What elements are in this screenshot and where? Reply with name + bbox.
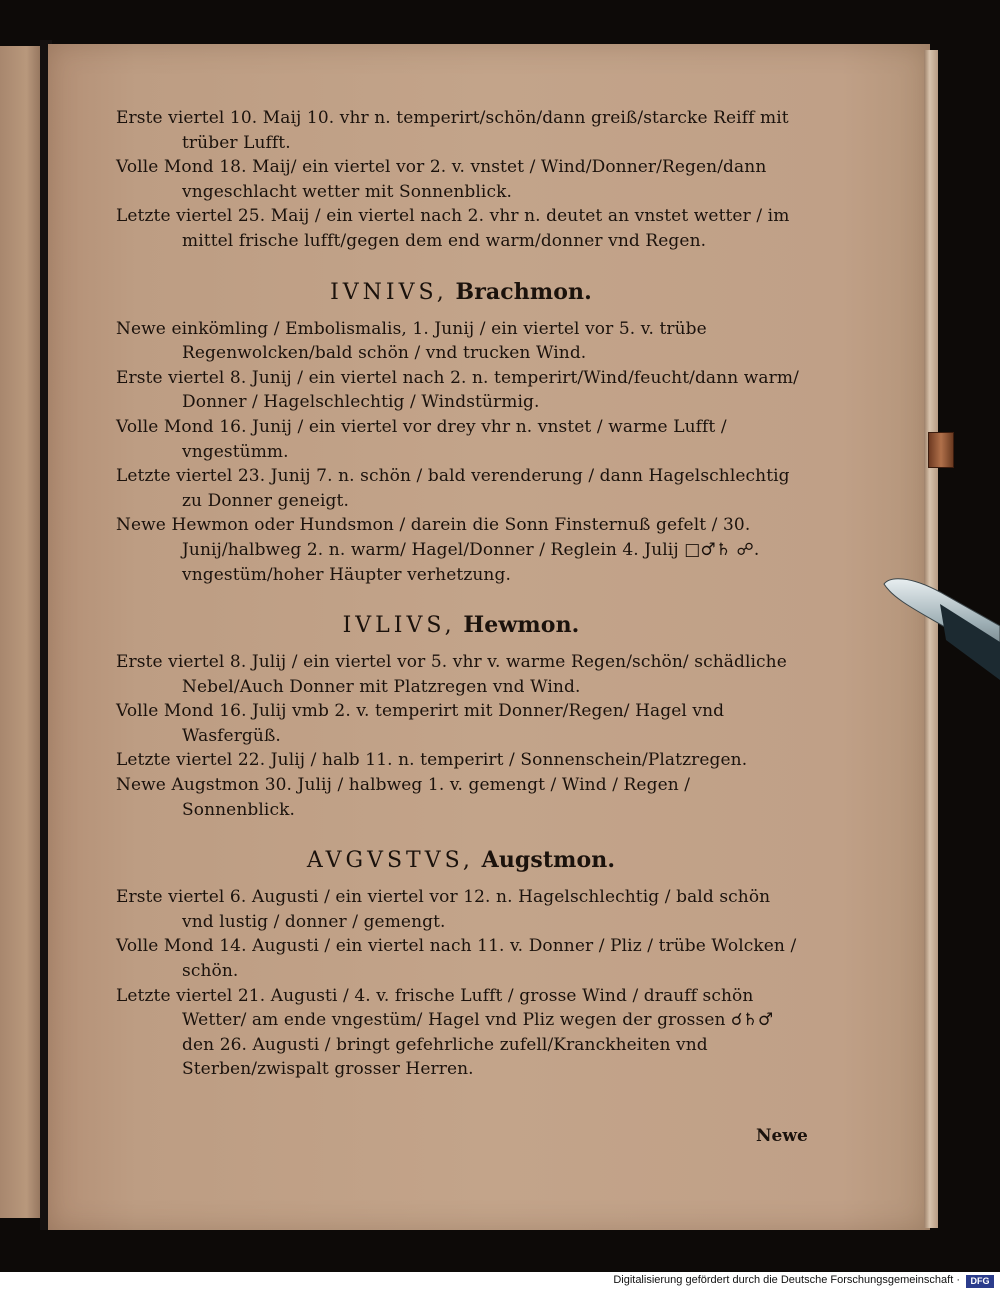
augustus-entry-3: Letzte viertel 21. Augusti / 4. v. frische Lufft / grosse Wind / drauff schön Wetter/ am ende vngestüm/ Hagel vnd Pliz wegen der grossen ☌♄♂ den 26. Augusti / bringt gefehrliche zufell/Kranckheiten vnd Sterben/zwispalt grosser Herren. xyxy=(116,985,774,1080)
julius-entry-3: Letzte viertel 22. Julij / halb 11. n. temperirt / Sonnenschein/Platzregen. xyxy=(116,750,748,771)
month-german: Hewmon. xyxy=(463,612,580,639)
dfg-logo: DFG xyxy=(966,1275,994,1288)
catchword: Newe xyxy=(756,1126,808,1146)
julius-entry-1: Erste viertel 8. Julij / ein viertel vor 5. vhr v. warme Regen/schön/ schädliche Nebel/Auch Donner mit Platzregen vnd Wind. xyxy=(116,652,787,697)
page-text xyxy=(116,106,806,1082)
may-entry-2: Volle Mond 18. Maij/ ein viertel vor 2. v. vnstet / Wind/Donner/Regen/dann vngeschlacht wetter mit Sonnenblick. xyxy=(116,157,767,202)
month-heading-junius xyxy=(116,278,806,307)
month-latin: IVLIVS, xyxy=(342,613,456,639)
may-entry-3: Letzte viertel 25. Maij / ein viertel nach 2. vhr n. deutet an vnstet wetter / im mittel frische lufft/gegen dem end warm/donner vnd Regen. xyxy=(116,206,790,251)
facing-page-edge xyxy=(0,46,44,1218)
junius-entry-1: Newe einkömling / Embolismalis, 1. Junij / ein viertel vor 5. v. trübe Regenwolcken/bald schön / vnd trucken Wind. xyxy=(116,318,707,364)
augustus-entry-2: Volle Mond 14. Augusti / ein viertel nach 11. v. Donner / Pliz / trübe Wolcken / schön. xyxy=(116,936,797,982)
month-heading-augustus xyxy=(116,846,806,875)
month-german: Brachmon. xyxy=(455,278,592,305)
month-latin: IVNIVS, xyxy=(330,279,448,305)
month-german: Augstmon. xyxy=(481,847,616,874)
junius-entry-2: Erste viertel 8. Junij / ein viertel nach 2. n. temperirt/Wind/feucht/dann warm/ Donner / Hagelschlechtig / Windstürmig. xyxy=(116,367,799,413)
augustus-entry-1: Erste viertel 6. Augusti / ein viertel vor 12. n. Hagelschlechtig / bald schön vnd lustig / donner / gemengt. xyxy=(116,887,771,932)
junius-entry-5: Newe Hewmon oder Hundsmon / darein die Sonn Finsternuß gefelt / 30. Junij/halbweg 2. n. warm/ Hagel/Donner / Reglein 4. Julij □♂♄ ☍. vngestüm/hoher Häupter verhetzung. xyxy=(116,515,760,585)
junius-entry-4: Letzte viertel 23. Junij 7. n. schön / bald verenderung / dann Hagelschlechtig zu Donner geneigt. xyxy=(116,466,790,511)
julius-entry-2: Volle Mond 16. Julij vmb 2. v. temperirt mit Donner/Regen/ Hagel vnd Wasfergüß. xyxy=(116,701,725,746)
julius-entry-4: Newe Augstmon 30. Julij / halbweg 1. v. gemengt / Wind / Regen / Sonnenblick. xyxy=(116,775,691,820)
funding-credit: Digitalisierung gefördert durch die Deutsche Forschungsgemeinschaft · xyxy=(613,1274,960,1286)
footer-bar xyxy=(0,1272,1000,1292)
bookmark-tab xyxy=(928,432,954,468)
pointer-stick-icon xyxy=(880,570,1000,690)
month-latin: AVGVSTVS, xyxy=(306,848,474,874)
month-heading-julius xyxy=(116,611,806,640)
junius-entry-3: Volle Mond 16. Junij / ein viertel vor drey vhr n. vnstet / warme Lufft / vngestümm. xyxy=(116,416,727,462)
may-entry-1: Erste viertel 10. Maij 10. vhr n. temperirt/schön/dann greiß/starcke Reiff mit trüber Lufft. xyxy=(116,108,789,153)
